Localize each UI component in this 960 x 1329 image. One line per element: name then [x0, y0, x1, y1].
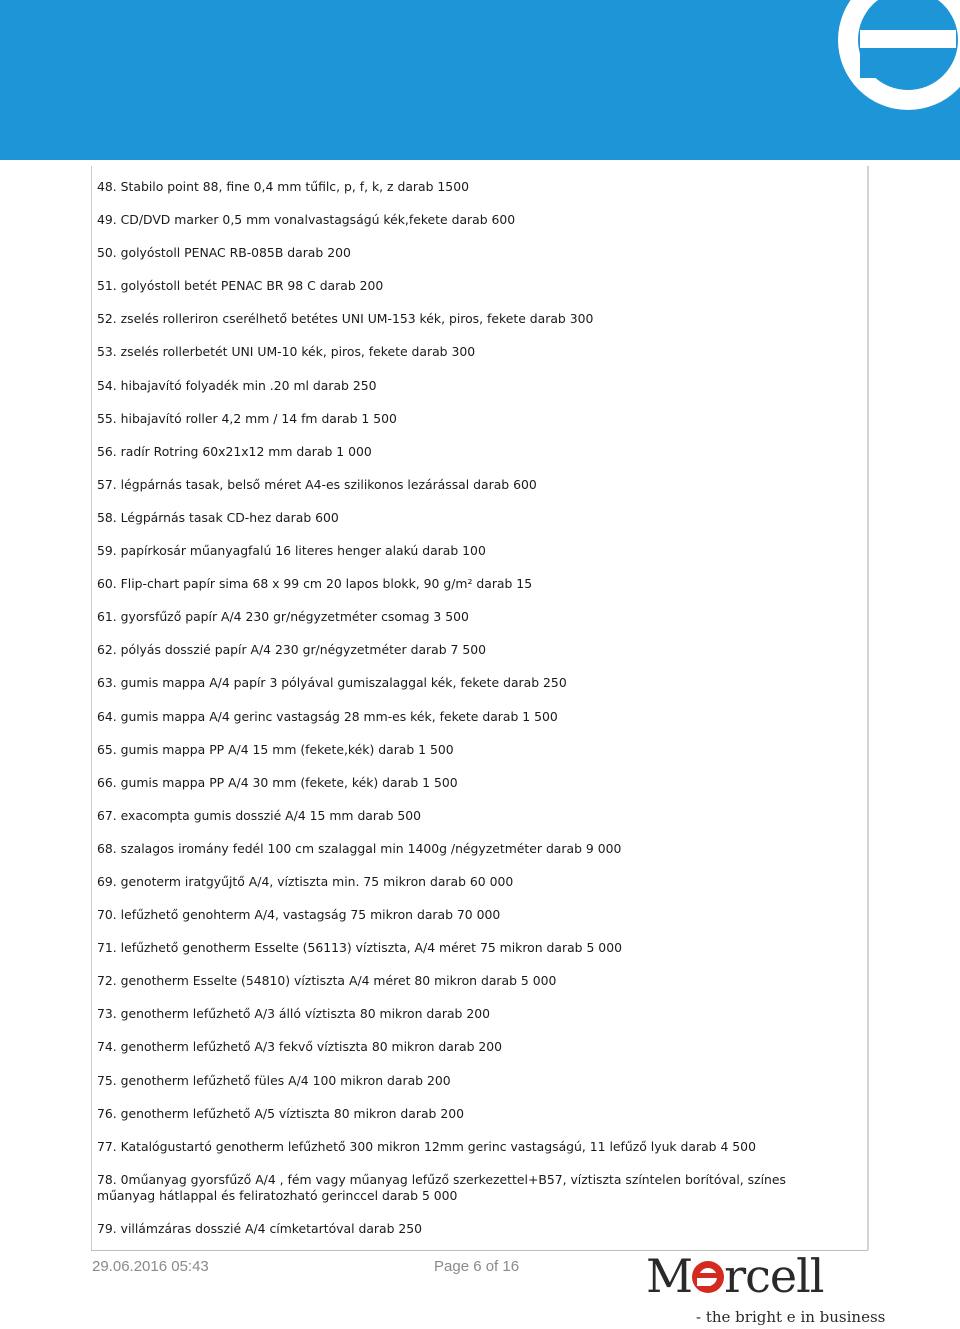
marcell-brand-logo [640, 1248, 886, 1329]
item-list [97, 179, 837, 1254]
list-item: 61. gyorsfűző papír A/4 230 gr/négyzetméter csomag 3 500 [97, 609, 469, 625]
list-item: 73. genotherm lefűzhető A/3 álló víztiszta 80 mikron darab 200 [97, 1006, 491, 1022]
list-item: 77. Katalógustartó genotherm lefűzhető 300 mikron 12mm gerinc vastagságú, 11 lefűző lyuk darab 4 500 [97, 1138, 756, 1154]
header-band [0, 0, 960, 160]
brand-tagline: - the bright e in business [696, 1308, 886, 1326]
list-item: 67. exacompta gumis dosszié A/4 15 mm darab 500 [97, 807, 422, 823]
list-item: 68. szalagos iromány fedél 100 cm szalaggal min 1400g /négyzetméter darab 9 000 [97, 840, 622, 856]
brand-e-mark-icon [691, 1260, 725, 1294]
list-item: 54. hibajavító folyadék min .20 ml darab 250 [97, 377, 377, 393]
footer-date: 29.06.2016 05:43 [92, 1258, 209, 1275]
list-item: 52. zselés rolleriron cserélhető betétes UNI UM-153 kék, piros, fekete darab 300 [97, 311, 594, 327]
list-item: 65. gumis mappa PP A/4 15 mm (fekete,kék) darab 1 500 [97, 741, 454, 757]
list-item: 71. lefűzhető genotherm Esselte (56113) víztiszta, A/4 méret 75 mikron darab 5 000 [97, 940, 622, 956]
marcell-e-logo-icon [830, 0, 960, 110]
list-item: 62. pólyás dosszié papír A/4 230 gr/négyzetméter darab 7 500 [97, 642, 486, 658]
page-number: Page 6 of 16 [434, 1258, 520, 1275]
list-item: 51. golyóstoll betét PENAC BR 98 C darab 200 [97, 278, 384, 294]
list-item: 79. villámzáras dosszié A/4 címketartóval darab 250 [97, 1220, 423, 1236]
list-item: 50. golyóstoll PENAC RB-085B darab 200 [97, 245, 351, 261]
list-item: 58. Légpárnás tasak CD-hez darab 600 [97, 509, 339, 525]
brand-name-start: M [646, 1249, 693, 1303]
list-item: 57. légpárnás tasak, belső méret A4-es szilikonos lezárással darab 600 [97, 476, 537, 492]
list-item: 74. genotherm lefűzhető A/3 fekvő víztiszta 80 mikron darab 200 [97, 1039, 503, 1055]
list-item: 63. gumis mappa A/4 papír 3 pólyával gumiszalaggal kék, fekete darab 250 [97, 675, 567, 691]
list-item: 70. lefűzhető genohterm A/4, vastagság 75 mikron darab 70 000 [97, 907, 501, 923]
list-item: 49. CD/DVD marker 0,5 mm vonalvastagságú kék,fekete darab 600 [97, 212, 516, 228]
list-item: 59. papírkosár műanyagfalú 16 literes henger alakú darab 100 [97, 543, 486, 559]
list-item: 72. genotherm Esselte (54810) víztiszta A/4 méret 80 mikron darab 5 000 [97, 973, 557, 989]
list-item: 56. radír Rotring 60x21x12 mm darab 1 000 [97, 443, 372, 459]
list-item: 66. gumis mappa PP A/4 30 mm (fekete, kék) darab 1 500 [97, 774, 458, 790]
brand-name [646, 1250, 824, 1302]
list-item: 55. hibajavító roller 4,2 mm / 14 fm darab 1 500 [97, 410, 397, 426]
brand-name-end: rcell [724, 1249, 824, 1303]
list-item: 64. gumis mappa A/4 gerinc vastagság 28 mm-es kék, fekete darab 1 500 [97, 708, 558, 724]
list-item: 60. Flip-chart papír sima 68 x 99 cm 20 lapos blokk, 90 g/m² darab 15 [97, 576, 533, 592]
list-item: 78. 0műanyag gyorsfűző A/4 , fém vagy műanyag lefűző szerkezettel+B57, víztiszta színtelen borítóval, színes műanyag hátlappal és feliratozható gerinccel darab 5 000 [97, 1171, 786, 1203]
list-item: 76. genotherm lefűzhető A/5 víztiszta 80 mikron darab 200 [97, 1105, 465, 1121]
list-item: 69. genoterm iratgyűjtő A/4, víztiszta min. 75 mikron darab 60 000 [97, 873, 514, 889]
list-item: 75. genotherm lefűzhető füles A/4 100 mikron darab 200 [97, 1072, 451, 1088]
page-frame-left [91, 166, 92, 1250]
page-frame-right [867, 166, 869, 1250]
list-item: 48. Stabilo point 88, fine 0,4 mm tűfilc, p, f, k, z darab 1500 [97, 179, 469, 194]
list-item: 53. zselés rollerbetét UNI UM-10 kék, piros, fekete darab 300 [97, 344, 476, 360]
